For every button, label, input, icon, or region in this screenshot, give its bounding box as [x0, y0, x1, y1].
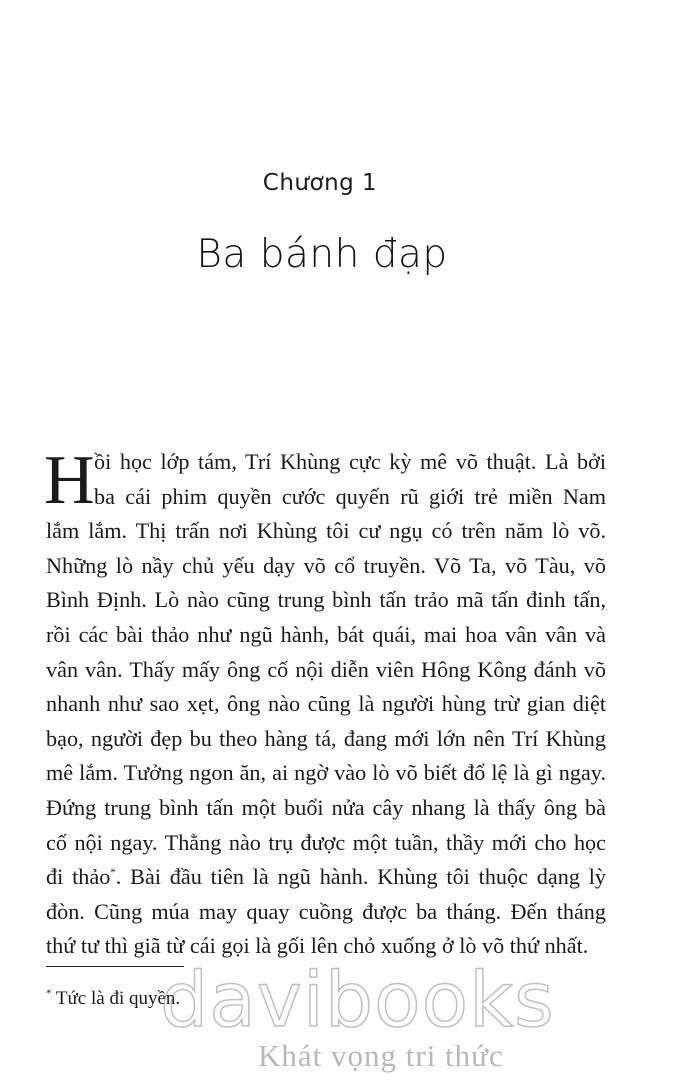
- drop-cap: H: [44, 442, 95, 519]
- text-line: đòn. Cũng múa may quay cuồng được ba tháng. Đến tháng: [46, 898, 606, 924]
- text-line: ba cái phim quyền cước quyến rũ giới trẻ miền Nam: [94, 483, 606, 509]
- text-line: nhanh như sao xẹt, ông nào cũng là người hùng trừ gian diệt: [46, 691, 606, 717]
- text-line: mê lắm. Tưởng ngon ăn, ai ngờ vào lò võ biết đổ lệ là gì ngay.: [46, 760, 606, 786]
- footnote-marker: *: [110, 866, 116, 879]
- text-line: ồi học lớp tám, Trí Khùng cực kỳ mê võ thuật. Là bởi: [94, 449, 606, 474]
- text-line: vân vân. Thấy mấy ông cố nội diễn viên Hông Kông đánh võ: [46, 656, 606, 682]
- text-line: thứ tư thì giã từ cái gọi là gối lên chỏ xuống ở lò võ thứ nhất.: [46, 933, 589, 959]
- footnote-text: Tức là đi quyền.: [51, 988, 181, 1009]
- footnote-marker: *: [46, 987, 52, 1000]
- body-paragraph: [44, 442, 606, 964]
- text-fragment: đi thảo: [46, 864, 111, 890]
- text-line: Đứng trung bình tấn một buổi nửa cây nhang là thấy ông bà: [46, 794, 606, 820]
- text-line: Bình Định. Lò nào cũng trung bình tấn trảo mã tấn đinh tấn,: [46, 587, 606, 613]
- footnote-divider: [46, 966, 184, 967]
- footnote: [46, 988, 180, 1010]
- text-line: cố nội ngay. Thằng nào trụ được một tuần, thầy mới cho học: [46, 829, 606, 855]
- chapter-label: Chương 1: [262, 170, 378, 196]
- text-line: lắm lắm. Thị trấn nơi Khùng tôi cư ngụ có trên năm lò võ.: [46, 518, 606, 544]
- text-line: bạo, người đẹp bu theo hàng tá, đang mới lớn nên Trí Khùng: [46, 725, 606, 751]
- text-line: Những lò nầy chủ yếu dạy võ cổ truyền. Võ Ta, võ Tàu, võ: [46, 552, 606, 578]
- watermark-logo: davibooks: [160, 955, 555, 1044]
- watermark-tagline: Khát vọng tri thức: [258, 1038, 504, 1073]
- text-line: rồi các bài thảo như ngũ hành, bát quái, mai hoa vân vân và: [46, 621, 606, 647]
- chapter-title: Ba bánh đạp: [196, 232, 448, 277]
- text-fragment: . Bài đầu tiên là ngũ hành. Khùng tôi thuộc dạng lỳ: [115, 864, 606, 890]
- text-line: [46, 860, 606, 895]
